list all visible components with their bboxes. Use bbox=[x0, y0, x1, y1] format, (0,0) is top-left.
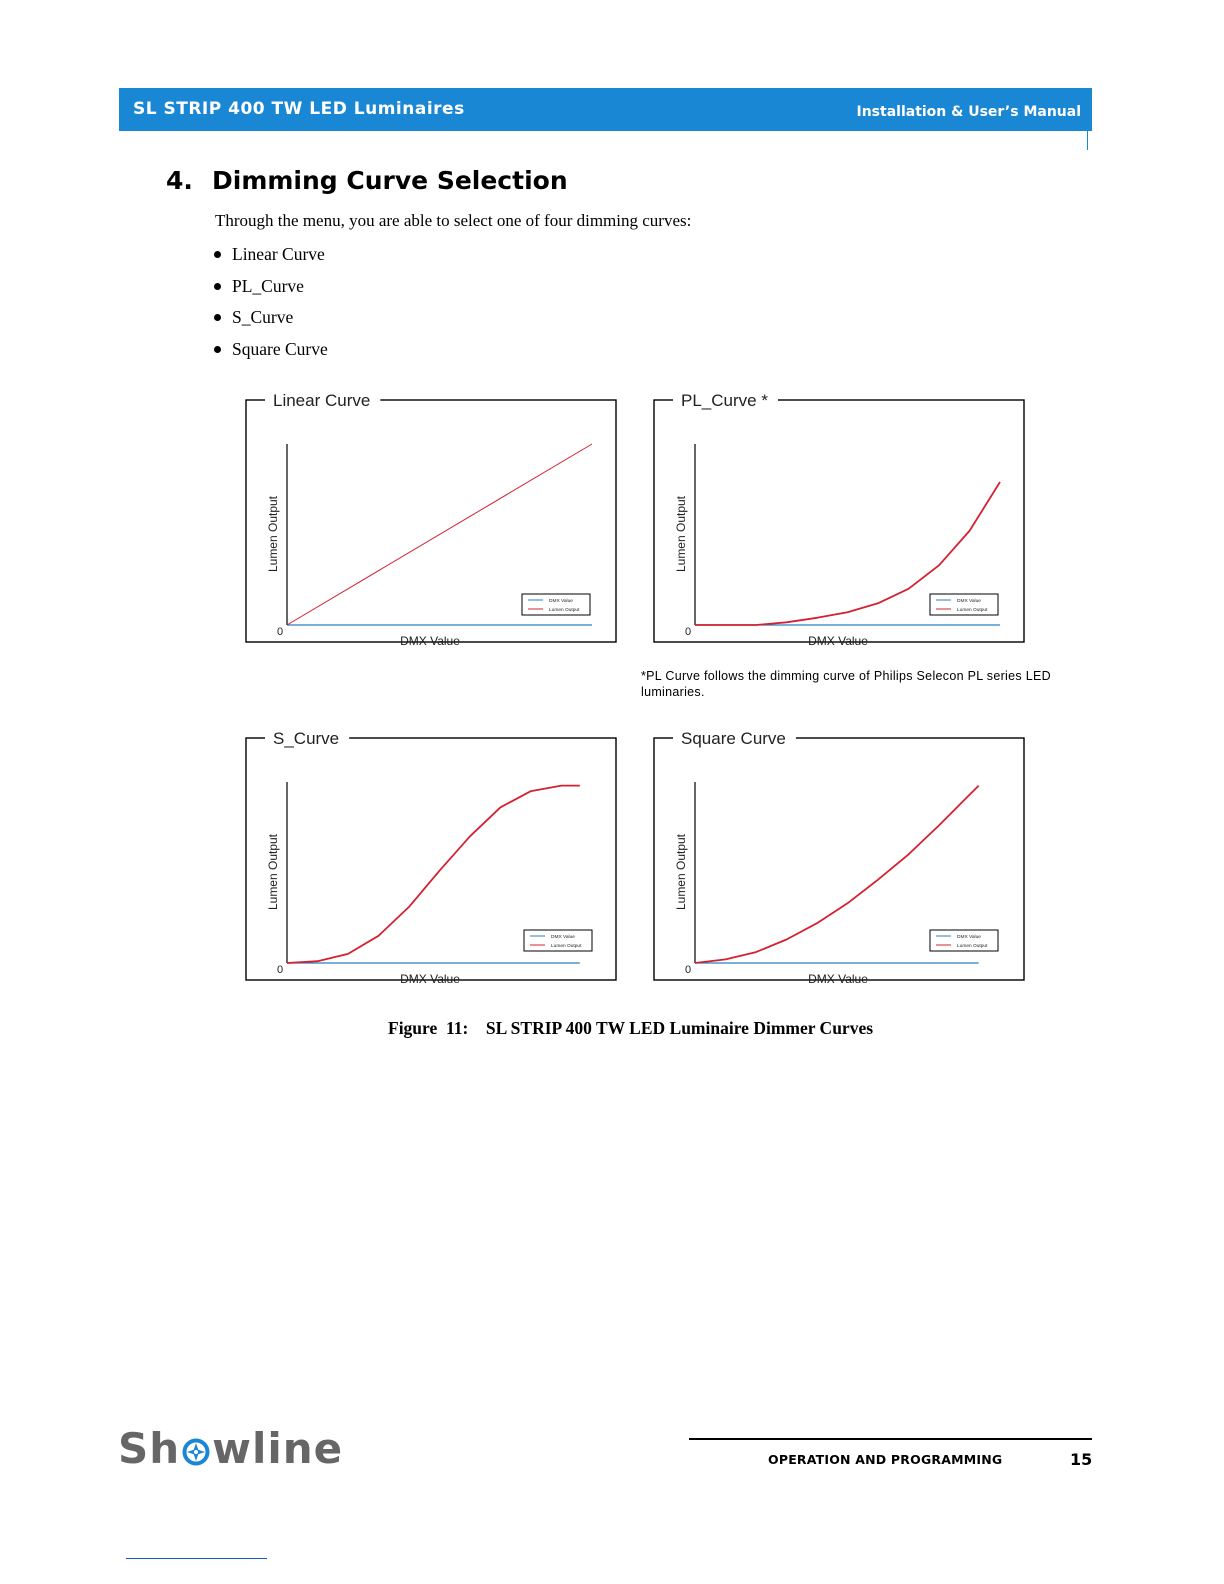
y-axis-label: Lumen Output bbox=[266, 495, 280, 573]
bullet-icon bbox=[214, 346, 221, 353]
manual-title: Installation & User’s Manual bbox=[856, 104, 1081, 120]
list-item: Square Curve bbox=[212, 337, 328, 369]
y-axis-label: Lumen Output bbox=[674, 495, 688, 573]
section-heading bbox=[166, 166, 568, 195]
chart-svg bbox=[653, 724, 1025, 986]
chart-title: Linear Curve bbox=[273, 391, 371, 410]
list-item: Linear Curve bbox=[212, 242, 328, 274]
curve-list bbox=[212, 242, 328, 368]
intro-text: Through the menu, you are able to select one of four dimming curves: bbox=[215, 211, 692, 230]
legend-label: DMX Value bbox=[957, 599, 981, 604]
section-title: Dimming Curve Selection bbox=[212, 166, 568, 195]
chart-svg bbox=[245, 724, 617, 986]
chart-legend bbox=[524, 930, 592, 951]
list-item: S_Curve bbox=[212, 305, 328, 337]
chart-pl-curve bbox=[653, 386, 1025, 648]
chart-s-curve bbox=[245, 724, 617, 986]
chart-linear-curve bbox=[245, 386, 617, 648]
bullet-icon bbox=[214, 314, 221, 321]
header-bar bbox=[119, 88, 1092, 131]
pl-curve-footnote: *PL Curve follows the dimming curve of Philips Selecon PL series LED luminaries. bbox=[641, 669, 1051, 699]
bullet-icon bbox=[214, 251, 221, 258]
document-title: SL STRIP 400 TW LED Luminaires bbox=[133, 99, 465, 119]
showline-logo: Sh wline bbox=[118, 1424, 343, 1477]
y-origin-label: 0 bbox=[685, 964, 692, 976]
chart-legend bbox=[930, 930, 998, 951]
chart-title: PL_Curve * bbox=[681, 391, 768, 410]
compass-logo-icon bbox=[181, 1428, 211, 1477]
bottom-rule bbox=[126, 1558, 267, 1559]
y-axis-label: Lumen Output bbox=[674, 833, 688, 911]
chart-svg bbox=[653, 386, 1025, 648]
footer-divider bbox=[689, 1438, 1092, 1440]
header-divider bbox=[1087, 131, 1088, 150]
chart-legend bbox=[930, 594, 998, 615]
x-axis-label: DMX Value bbox=[808, 972, 868, 986]
legend-label: Lumen Output bbox=[957, 944, 988, 949]
bullet-icon bbox=[214, 283, 221, 290]
section-number: 4. bbox=[166, 166, 193, 195]
y-origin-label: 0 bbox=[685, 626, 692, 638]
legend-label: Lumen Output bbox=[551, 944, 582, 949]
legend-label: DMX Value bbox=[551, 935, 575, 940]
chart-title: Square Curve bbox=[681, 729, 786, 748]
y-origin-label: 0 bbox=[277, 964, 284, 976]
legend-label: Lumen Output bbox=[957, 608, 988, 613]
legend-label: Lumen Output bbox=[549, 608, 580, 613]
chart-svg bbox=[245, 386, 617, 648]
legend-label: DMX Value bbox=[549, 599, 573, 604]
y-axis-label: Lumen Output bbox=[266, 833, 280, 911]
chart-square-curve bbox=[653, 724, 1025, 986]
x-axis-label: DMX Value bbox=[400, 972, 460, 986]
chart-title: S_Curve bbox=[273, 729, 340, 748]
list-item: PL_Curve bbox=[212, 274, 328, 306]
page-number: 15 bbox=[1070, 1450, 1093, 1469]
chart-legend bbox=[522, 594, 590, 615]
x-axis-label: DMX Value bbox=[808, 634, 868, 648]
legend-label: DMX Value bbox=[957, 935, 981, 940]
x-axis-label: DMX Value bbox=[400, 634, 460, 648]
y-origin-label: 0 bbox=[277, 626, 284, 638]
footer-section-label: OPERATION AND PROGRAMMING bbox=[768, 1452, 1003, 1467]
figure-caption: Figure 11: SL STRIP 400 TW LED Luminaire Dimmer Curves bbox=[388, 1018, 874, 1038]
